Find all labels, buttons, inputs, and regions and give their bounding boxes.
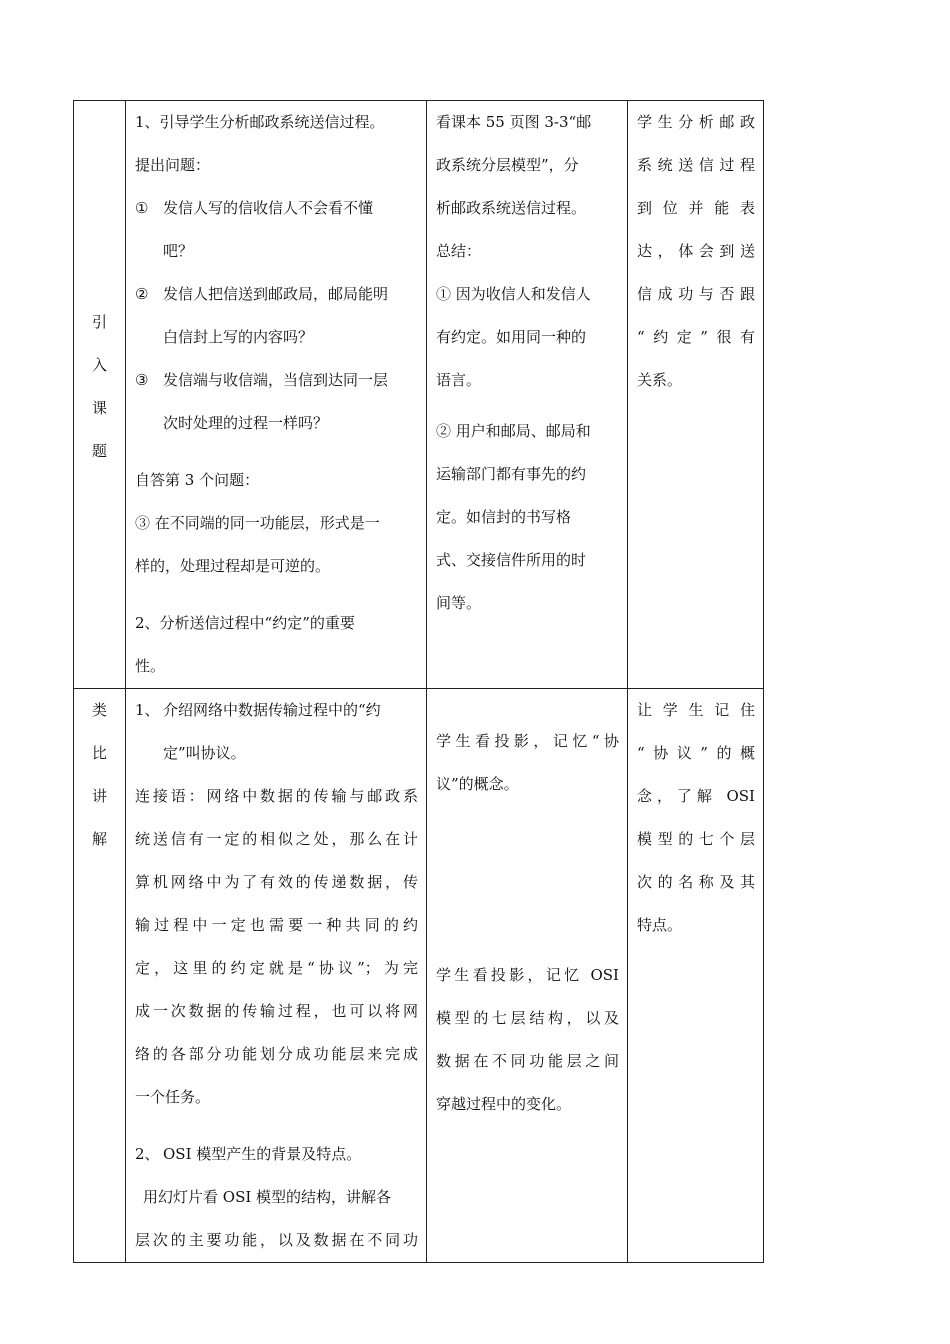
item-marker: 2、	[135, 1145, 160, 1163]
intent-text: 学生分析邮政	[637, 113, 755, 131]
teacher-item-2	[135, 1133, 418, 1176]
student-text: 析邮政系统送信过程。	[436, 199, 587, 217]
teacher-activity-content	[126, 689, 426, 1262]
student-activity-content	[427, 101, 627, 625]
teacher-item-1	[135, 689, 418, 732]
student-text: 学生看投影，记忆“协	[436, 732, 619, 750]
student-summary-2-cont: 运输部门都有事先的约	[436, 465, 587, 483]
self-answer-text-cont: 样的，处理过程却是可逆的。	[135, 557, 331, 575]
intent-text: 念，了解 OSI	[637, 787, 755, 805]
intent-text: 到位并能表	[637, 199, 755, 217]
self-answer-heading: 自答第 3 个问题：	[135, 471, 260, 489]
student-summary-heading: 总结：	[436, 242, 482, 260]
teacher-item-2: 2、分析送信过程中“约定”的重要	[135, 614, 355, 632]
table-row-introduction	[74, 101, 764, 689]
question-text-cont: 吧？	[163, 242, 194, 260]
intent-text: 关系。	[637, 371, 683, 389]
question-text: 发信人写的信收信人不会看不懂	[163, 199, 374, 217]
intent-text: 特点。	[637, 916, 683, 934]
student-activity-content	[427, 689, 627, 1126]
intent-text: 让学生记住	[637, 701, 755, 719]
item-text: OSI 模型产生的背景及特点。	[163, 1145, 362, 1163]
section-char: 引	[91, 313, 107, 331]
section-char: 题	[91, 442, 107, 460]
student-summary-1: ① 因为收信人和发信人	[436, 285, 591, 303]
connector-text: 络的各部分功能划分成功能层来完成	[135, 1045, 418, 1063]
spacer	[436, 689, 619, 720]
connector-text: 统送信有一定的相似之处，那么在计	[135, 830, 418, 848]
intent-text: “约定”很有	[637, 328, 755, 346]
question-3	[135, 359, 418, 402]
intent-text: 系统送信过程	[637, 156, 755, 174]
spacer	[135, 1119, 418, 1133]
question-text: 发信端与收信端，当信到达同一层	[163, 371, 389, 389]
question-text-cont: 次时处理的过程一样吗？	[163, 414, 329, 432]
method-text: 层次的主要功能，以及数据在不同功	[135, 1231, 418, 1249]
connector-text: 算机网络中为了有效的传递数据，传	[135, 873, 418, 891]
teacher-ask: 提出问题：	[135, 156, 211, 174]
student-summary-2-cont: 定。如信封的书写格	[436, 508, 572, 526]
section-char: 解	[91, 830, 107, 848]
student-text: 议”的概念。	[436, 775, 519, 793]
teacher-item-2-cont: 性。	[135, 657, 166, 675]
intent-text: “协议”的概	[637, 744, 755, 762]
section-char: 比	[91, 744, 107, 762]
teacher-activity-cell	[126, 101, 427, 689]
section-char: 课	[91, 399, 107, 417]
spacer	[135, 445, 418, 459]
design-intent-cell	[628, 101, 764, 689]
section-char: 类	[91, 701, 107, 719]
teacher-activity-content	[126, 101, 426, 688]
connector-text: 定，这里的约定就是“协议”；为完	[135, 959, 418, 977]
section-char: 入	[91, 356, 107, 374]
student-text: 数据在不同功能层之间	[436, 1052, 619, 1070]
student-summary-1-cont: 有约定。如用同一种的	[436, 328, 587, 346]
item-text: 介绍网络中数据传输过程中的“约	[163, 701, 381, 719]
question-text: 发信人把信送到邮政局，邮局能明	[163, 285, 389, 303]
question-1	[135, 187, 418, 230]
student-activity-cell	[427, 689, 628, 1263]
student-text: 穿越过程中的变化。	[436, 1095, 572, 1113]
section-label-cell	[74, 689, 126, 1263]
section-label-vertical	[74, 689, 125, 861]
item-text-cont: 定”叫协议。	[163, 744, 246, 762]
student-text: 模型的七层结构，以及	[436, 1009, 619, 1027]
question-marker: ①	[135, 199, 149, 217]
lesson-plan-table	[73, 100, 764, 1263]
question-marker: ②	[135, 285, 149, 303]
student-summary-2-cont: 间等。	[436, 594, 482, 612]
intent-text: 信成功与否跟	[637, 285, 755, 303]
design-intent-cell	[628, 689, 764, 1263]
student-text: 政系统分层模型”，分	[436, 156, 579, 174]
self-answer-text: ③ 在不同端的同一功能层，形式是一	[135, 514, 380, 532]
student-text: 学生看投影，记忆 OSI	[436, 966, 619, 984]
connector-text: 输过程中一定也需要一种共同的约	[135, 916, 418, 934]
table-row-analogy	[74, 689, 764, 1263]
method-text: 用幻灯片看 OSI 模型的结构，讲解各	[143, 1188, 392, 1206]
design-intent-content	[628, 689, 763, 947]
teacher-item-1: 1、引导学生分析邮政系统送信过程。	[135, 113, 385, 131]
spacer	[436, 402, 619, 410]
section-label-cell	[74, 101, 126, 689]
question-2	[135, 273, 418, 316]
item-marker: 1、	[135, 701, 160, 719]
student-summary-2: ② 用户和邮局、邮局和	[436, 422, 591, 440]
section-label-vertical	[74, 101, 125, 473]
teacher-activity-cell	[126, 689, 427, 1263]
student-text: 看课本 55 页图 3-3“邮	[436, 113, 592, 131]
question-text-cont: 白信封上写的内容吗？	[163, 328, 314, 346]
connector-text: 成一次数据的传输过程，也可以将网	[135, 1002, 418, 1020]
spacer	[436, 806, 619, 954]
connector-text: 一个任务。	[135, 1088, 211, 1106]
student-summary-1-cont: 语言。	[436, 371, 482, 389]
question-marker: ③	[135, 371, 149, 389]
student-activity-cell	[427, 101, 628, 689]
section-char: 讲	[91, 787, 107, 805]
connector-text: 连接语：网络中数据的传输与邮政系	[135, 787, 418, 805]
student-summary-2-cont: 式、交接信件所用的时	[436, 551, 587, 569]
spacer	[135, 588, 418, 602]
design-intent-content	[628, 101, 763, 402]
intent-text: 模型的七个层	[637, 830, 755, 848]
intent-text: 次的名称及其	[637, 873, 755, 891]
intent-text: 达，体会到送	[637, 242, 755, 260]
